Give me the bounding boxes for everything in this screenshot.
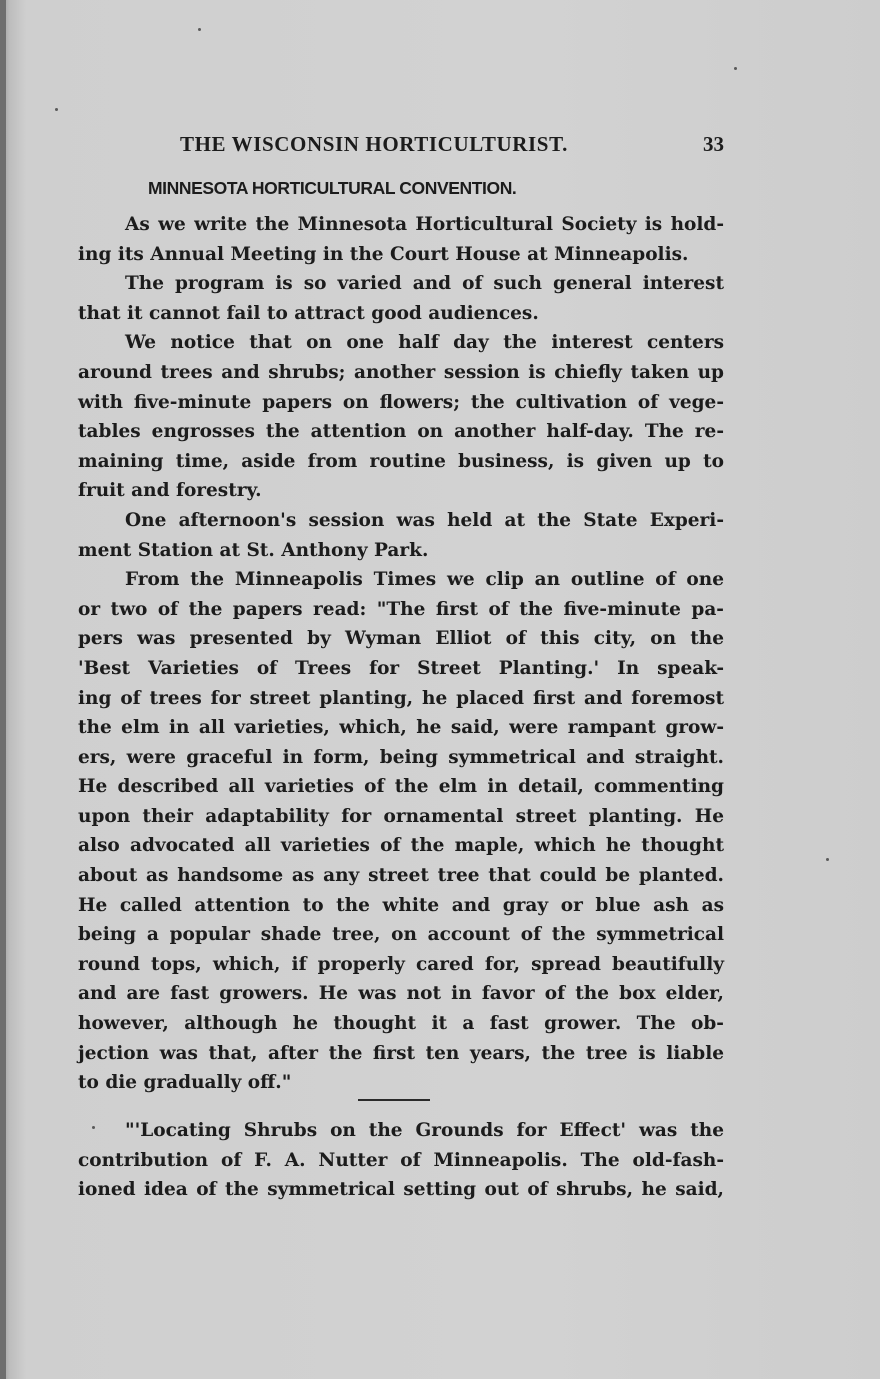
text-line: also advocated all varieties of the maple, which he thought [78,835,724,857]
paper-speck [734,67,737,70]
text-line: contribution of F. A. Nutter of Minneapolis. The old-fash- [78,1149,724,1171]
text-line: "'Locating Shrubs on the Grounds for Effect' was the [125,1120,724,1141]
text-line: One afternoon's session was held at the State Experi- [125,509,724,531]
text-line: maining time, aside from routine business, is given up to [78,450,724,472]
text-line: He described all varieties of the elm in detail, commenting [78,776,724,798]
paper-speck [92,1126,95,1129]
text-line: ioned idea of the symmetrical setting out of shrubs, he said, [78,1179,724,1201]
text-line: with five-minute papers on flowers; the cultivation of vege- [78,391,724,413]
text-line: or two of the papers read: "The first of the five-minute pa- [78,598,724,620]
text-line: to die gradually off." [78,1072,292,1094]
page-gutter-shadow [0,0,6,1379]
text-line: fruit and forestry. [78,480,262,502]
text-line: pers was presented by Wyman Elliot of this city, on the [78,628,724,650]
paper-speck [55,108,58,111]
text-line: upon their adaptability for ornamental street planting. He [78,805,724,827]
text-line: The program is so varied and of such general interest [125,273,724,295]
article-body [78,210,724,1098]
text-line: that it cannot fail to attract good audiences. [78,302,539,324]
text-line: ing of trees for street planting, he placed first and foremost [78,687,724,709]
section-divider [358,1099,430,1101]
text-line: ing its Annual Meeting in the Court House at Minneapolis. [78,243,689,265]
text-line: As we write the Minnesota Horticultural Society is hold- [125,214,724,235]
text-line: From the Minneapolis Times we clip an outline of one [125,569,724,591]
article-body-continued [78,1116,724,1205]
text-line: ment Station at St. Anthony Park. [78,539,429,561]
page-number: 33 [703,132,724,156]
text-line: He called attention to the white and gray or blue ash as [78,894,724,916]
text-line: jection was that, after the first ten years, the tree is liable [78,1042,724,1064]
paper-speck [198,28,201,31]
text-line: the elm in all varieties, which, he said, were rampant grow- [78,717,724,739]
text-line: about as handsome as any street tree that could be planted. [78,865,724,887]
text-line: round tops, which, if properly cared for, spread beautifully [78,953,724,975]
paper-speck [826,858,829,861]
text-line: We notice that on one half day the interest centers [125,332,724,354]
section-heading: MINNESOTA HORTICULTURAL CONVENTION. [148,178,517,198]
text-line: 'Best Varieties of Trees for Street Planting.' In speak- [78,657,724,679]
running-title: THE WISCONSIN HORTICULTURIST. [180,132,568,156]
text-line: however, although he thought it a fast grower. The ob- [78,1013,724,1035]
text-line: being a popular shade tree, on account of the symmetrical [78,924,724,946]
text-line: and are fast growers. He was not in favor of the box elder, [78,983,724,1005]
text-line: tables engrosses the attention on another half-day. The re- [78,421,724,443]
running-header [78,132,724,160]
text-line: ers, were graceful in form, being symmetrical and straight. [78,746,724,768]
text-line: around trees and shrubs; another session is chiefly taken up [78,361,724,383]
